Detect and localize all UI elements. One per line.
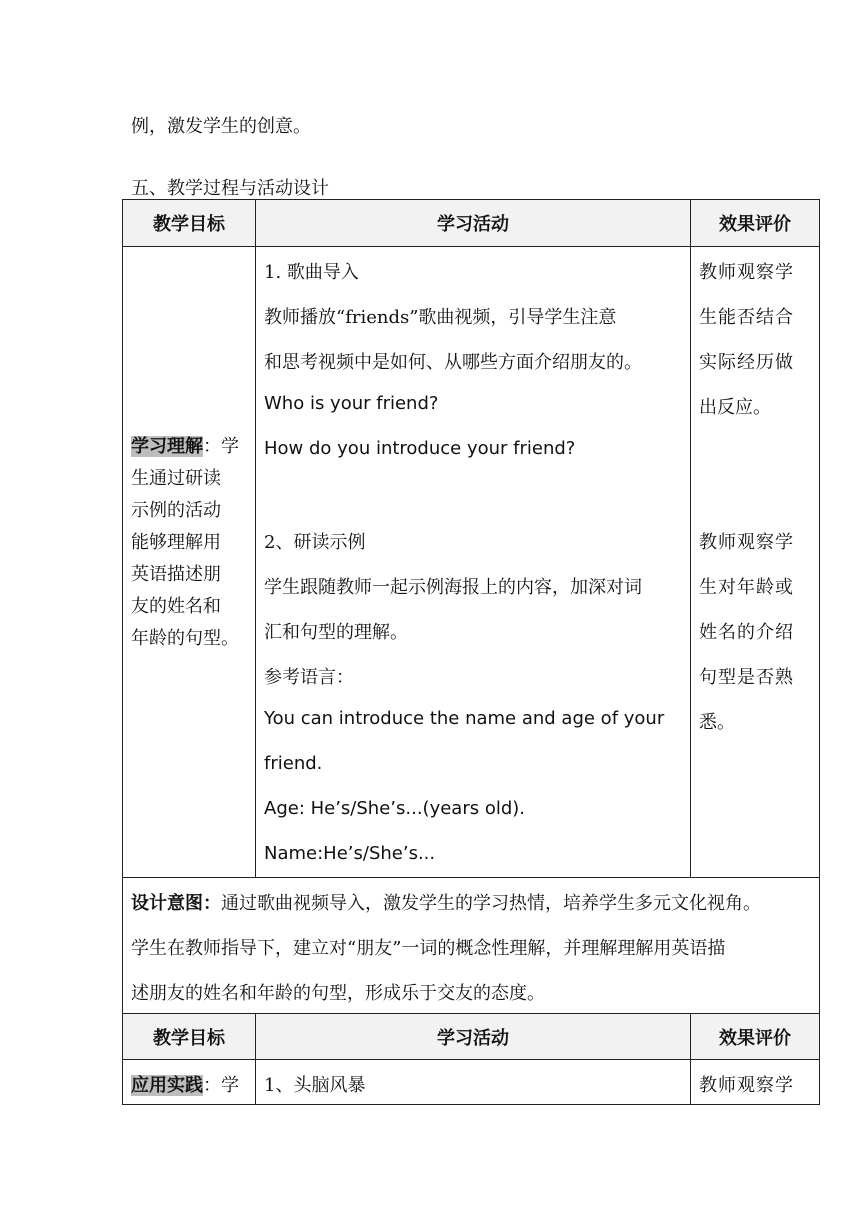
evaluation-line: 生对年龄或: [699, 577, 794, 598]
activity-line: 1、头脑风暴: [264, 1075, 366, 1096]
activity-line: How do you introduce your friend?: [264, 438, 576, 459]
evaluation-line: 句型是否熟: [699, 667, 794, 688]
goal-line: 生通过研读: [131, 468, 221, 489]
goal-line: 能够理解用: [131, 532, 221, 553]
intro-text: 例，激发学生的创意。: [131, 116, 311, 137]
activity-cell-2: [256, 1060, 691, 1105]
header-evaluation-2: 效果评价: [691, 1014, 820, 1060]
activity-line: 汇和句型的理解。: [264, 622, 408, 643]
header-goal-2: 教学目标: [123, 1014, 256, 1060]
design-intent-line: 通过歌曲视频导入，激发学生的学习热情，培养学生多元文化视角。: [221, 893, 761, 914]
goal-line: 友的姓名和: [131, 596, 221, 617]
activity-line: 1. 歌曲导入: [264, 262, 359, 283]
goal-line: 示例的活动: [131, 500, 221, 521]
goal-line: ：学: [203, 436, 239, 457]
evaluation-line: 教师观察学: [699, 262, 794, 283]
activity-line: Name:He’s/She’s...: [264, 843, 436, 864]
design-intent-line: 述朋友的姓名和年龄的句型，形成乐于交友的态度。: [131, 983, 545, 1004]
header-activity-2: 学习活动: [256, 1014, 691, 1060]
activity-line: 参考语言：: [264, 667, 354, 688]
design-intent-line: 学生在教师指导下，建立对“朋友”一词的概念性理解，并理解理解用英语描: [131, 938, 726, 959]
activity-line: 教师播放“friends”歌曲视频，引导学生注意: [264, 307, 617, 328]
activity-line: 和思考视频中是如何、从哪些方面介绍朋友的。: [264, 352, 642, 373]
header-goal: 教学目标: [123, 200, 256, 247]
activity-cell-1: [256, 247, 691, 878]
goal-cell-1: [123, 247, 256, 878]
activity-line: 学生跟随教师一起示例海报上的内容，加深对词: [264, 577, 642, 598]
activity-line: friend.: [264, 753, 323, 774]
goal-line: 年龄的句型。: [131, 628, 239, 649]
evaluation-line: 实际经历做: [699, 352, 794, 373]
evaluation-cell-2: [691, 1060, 820, 1105]
evaluation-line: 教师观察学: [699, 532, 794, 553]
goal-tail-2: ：学: [203, 1075, 239, 1096]
evaluation-line: 出反应。: [699, 397, 771, 418]
evaluation-line: 悉。: [699, 712, 735, 733]
header-evaluation: 效果评价: [691, 200, 820, 247]
goal-highlight-2: 应用实践: [131, 1075, 203, 1096]
activity-table: [122, 199, 820, 1105]
design-intent-label: 设计意图：: [131, 893, 221, 914]
activity-line: Who is your friend?: [264, 393, 439, 414]
evaluation-line: 生能否结合: [699, 307, 794, 328]
header-activity: 学习活动: [256, 200, 691, 247]
goal-line: 英语描述朋: [131, 564, 221, 585]
activity-line: You can introduce the name and age of your: [264, 708, 665, 729]
goal-highlight-1: 学习理解: [131, 436, 203, 457]
activity-line: 2、研读示例: [264, 532, 366, 553]
evaluation-line: 教师观察学: [699, 1075, 794, 1096]
evaluation-cell-1: [691, 247, 820, 878]
activity-line: Age: He’s/She’s...(years old).: [264, 798, 526, 819]
section-title: 五、教学过程与活动设计: [131, 178, 329, 199]
goal-cell-2: [123, 1060, 256, 1105]
design-intent-cell: [123, 878, 820, 1014]
evaluation-line: 姓名的介绍: [699, 622, 794, 643]
